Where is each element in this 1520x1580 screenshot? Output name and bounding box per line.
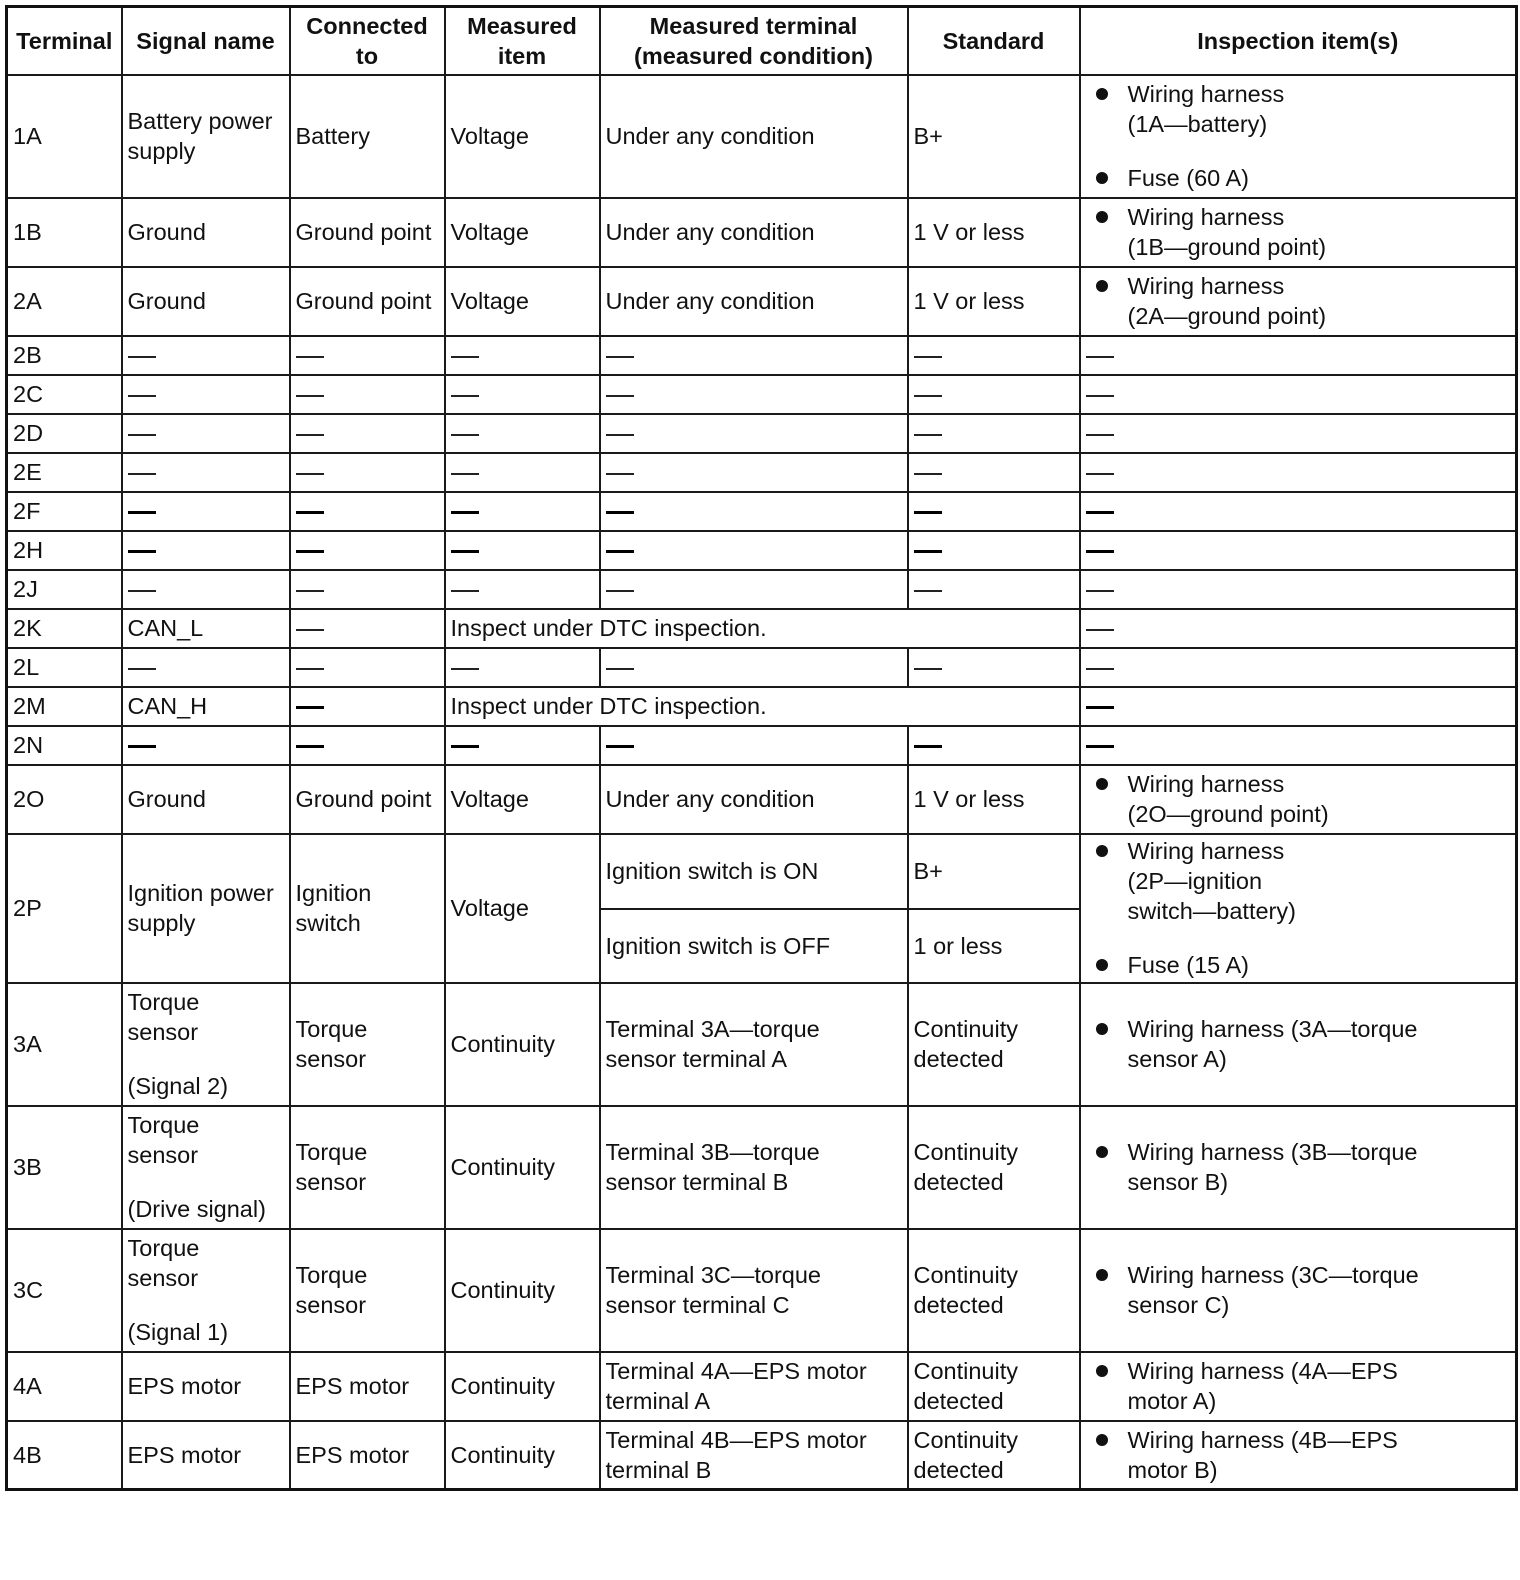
dash-mark [451,511,479,514]
empty-cell [122,570,290,609]
terminal-cell: 1A [7,75,122,198]
dash-mark [296,706,324,709]
terminal-cell: 2C [7,375,122,414]
table-row [7,414,1517,453]
dash-mark [296,356,324,358]
table-row [7,531,1517,570]
signal-name-main: Torque sensor [127,1235,200,1291]
measured-condition-cell: Under any condition [600,267,908,336]
empty-cell [908,531,1080,570]
dash-mark [451,395,479,397]
inspection-cell [1080,765,1517,834]
dash-mark [606,434,634,436]
empty-cell [290,492,445,531]
terminal-cell: 2F [7,492,122,531]
table-row [7,1352,1517,1421]
empty-cell [122,492,290,531]
table-row [7,75,1517,198]
connected-to-cell: EPS motor [290,1352,445,1421]
standard-cell: Continuity detected [908,1421,1080,1490]
measured-condition-cell: Terminal 4B—EPS motor terminal B [600,1421,908,1490]
connected-to-cell: EPS motor [290,1421,445,1490]
measured-condition-cell: Under any condition [600,198,908,267]
signal-name-cell: Ground [122,765,290,834]
measured-item-cell: Continuity [445,983,600,1106]
empty-cell [445,375,600,414]
dtc-note-cell: Inspect under DTC inspection. [445,687,1080,726]
empty-cell [445,726,600,765]
table-row [7,1229,1517,1352]
dash-mark [451,668,479,670]
table-row [7,198,1517,267]
empty-cell [600,375,908,414]
inspection-item: Fuse (60 A) [1128,163,1511,193]
empty-cell [600,531,908,570]
terminal-cell: 3A [7,983,122,1106]
measured-condition-cell: Under any condition [600,75,908,198]
signal-name-cell [122,1229,290,1352]
measured-item-cell: Voltage [445,765,600,834]
dash-mark [296,745,324,748]
empty-cell [908,414,1080,453]
empty-cell [445,648,600,687]
inspection-list [1086,1260,1511,1320]
connected-to-cell: Ignition switch [290,834,445,983]
table-row [7,492,1517,531]
empty-cell [122,375,290,414]
spacer [128,1047,284,1071]
empty-cell [122,414,290,453]
table-row [7,1421,1517,1490]
empty-cell [290,336,445,375]
table-row [7,983,1517,1106]
inspection-list [1086,271,1511,331]
standard-cell: Continuity detected [908,983,1080,1106]
dash-mark [914,550,942,553]
inspection-cell [1080,267,1517,336]
standard-cell: Continuity detected [908,1229,1080,1352]
empty-cell [290,375,445,414]
terminal-cell: 2N [7,726,122,765]
terminal-cell: 2P [7,834,122,983]
inspection-item: Fuse (15 A) [1128,950,1511,980]
empty-cell [445,492,600,531]
empty-cell [122,531,290,570]
empty-cell [290,726,445,765]
terminal-cell: 2A [7,267,122,336]
terminal-cell: 4A [7,1352,122,1421]
empty-cell [290,609,445,648]
dash-mark [1086,356,1114,358]
dash-mark [1086,590,1114,592]
table-row [7,570,1517,609]
empty-cell [908,648,1080,687]
inspection-cell [1080,1421,1517,1490]
dash-mark [128,550,156,553]
standard-cell: 1 V or less [908,198,1080,267]
dash-mark [1086,511,1114,514]
empty-cell [908,492,1080,531]
terminal-cell: 2E [7,453,122,492]
dash-mark [914,590,942,592]
empty-cell [290,453,445,492]
terminal-cell: 2O [7,765,122,834]
dash-mark [1086,473,1114,475]
spacer [128,1293,284,1317]
signal-name-sub: (Signal 2) [127,1073,229,1099]
empty-cell [600,414,908,453]
measured-condition-cell: Terminal 4A—EPS motor terminal A [600,1352,908,1421]
inspection-cell [1080,834,1517,983]
signal-name-cell [122,1106,290,1229]
dash-mark [296,550,324,553]
dash-mark [606,745,634,748]
standard-cell: Continuity detected [908,1106,1080,1229]
empty-cell [1080,492,1517,531]
signal-name-cell: Ground [122,267,290,336]
inspection-list [1086,1137,1511,1197]
dash-mark [128,745,156,748]
inspection-cell [1080,1229,1517,1352]
empty-cell [122,726,290,765]
dash-mark [606,590,634,592]
dash-mark [128,395,156,397]
table-row [7,1106,1517,1229]
dash-mark [128,356,156,358]
terminal-cell: 2H [7,531,122,570]
measured-item-cell: Voltage [445,75,600,198]
dash-mark [296,629,324,631]
dash-mark [606,356,634,358]
inspection-list [1086,836,1511,980]
header-connected-to: Connected to [290,7,445,75]
signal-name-cell: Ignition power supply [122,834,290,983]
inspection-list [1086,79,1511,193]
empty-cell [908,453,1080,492]
inspection-item: Wiring harness (3C—torque sensor C) [1128,1260,1511,1320]
terminal-cell: 2M [7,687,122,726]
empty-cell [290,531,445,570]
empty-cell [1080,336,1517,375]
terminal-cell: 1B [7,198,122,267]
dash-mark [128,473,156,475]
signal-name-cell: EPS motor [122,1421,290,1490]
empty-cell [122,453,290,492]
inspection-item: Wiring harness (2P—ignition switch—battery) [1128,836,1511,926]
measured-condition-cell: Ignition switch is ON [600,834,908,909]
terminal-cell: 3B [7,1106,122,1229]
dash-mark [914,668,942,670]
signal-name-cell [122,983,290,1106]
header-terminal: Terminal [7,7,122,75]
dash-mark [606,473,634,475]
empty-cell [445,336,600,375]
dash-mark [606,668,634,670]
signal-name-main: Torque sensor [127,989,200,1045]
dash-mark [1086,706,1114,709]
empty-cell [445,414,600,453]
table-row [7,453,1517,492]
signal-name-cell: Ground [122,198,290,267]
header-measured-terminal: Measured terminal (measured condition) [600,7,908,75]
inspection-list [1086,1014,1511,1074]
signal-name-cell: EPS motor [122,1352,290,1421]
dash-mark [296,473,324,475]
inspection-item: Wiring harness (3B—torque sensor B) [1128,1137,1511,1197]
terminal-cell: 4B [7,1421,122,1490]
dash-mark [1086,550,1114,553]
inspection-cell [1080,75,1517,198]
terminal-inspection-document [5,5,1518,1491]
signal-name-sub: (Drive signal) [127,1196,266,1222]
header-standard: Standard [908,7,1080,75]
empty-cell [600,570,908,609]
standard-cell: 1 V or less [908,765,1080,834]
dash-mark [451,745,479,748]
table-header-row [7,7,1517,75]
signal-name-cell: Battery power supply [122,75,290,198]
table-row [7,648,1517,687]
measured-item-cell: Continuity [445,1421,600,1490]
inspection-item: Wiring harness (3A—torque sensor A) [1128,1014,1511,1074]
empty-cell [600,453,908,492]
dash-mark [451,590,479,592]
empty-cell [290,414,445,453]
connected-to-cell: Ground point [290,198,445,267]
dash-mark [296,395,324,397]
inspection-item: Wiring harness (4A—EPS motor A) [1128,1356,1511,1416]
dash-mark [128,434,156,436]
empty-cell [445,531,600,570]
standard-cell: Continuity detected [908,1352,1080,1421]
empty-cell [1080,726,1517,765]
empty-cell [600,336,908,375]
table-row [7,726,1517,765]
inspection-cell [1080,1106,1517,1229]
empty-cell [1080,453,1517,492]
empty-cell [908,726,1080,765]
empty-cell [1080,570,1517,609]
measured-item-cell: Continuity [445,1106,600,1229]
empty-cell [1080,609,1517,648]
measured-item-cell: Voltage [445,198,600,267]
header-signal-name: Signal name [122,7,290,75]
dash-mark [914,395,942,397]
dash-mark [296,668,324,670]
dash-mark [914,511,942,514]
dash-mark [606,395,634,397]
dash-mark [451,434,479,436]
dash-mark [128,668,156,670]
connected-to-cell: Battery [290,75,445,198]
dash-mark [296,434,324,436]
terminal-cell: 2B [7,336,122,375]
inspection-list [1086,202,1511,262]
inspection-item: Wiring harness (4B—EPS motor B) [1128,1425,1511,1485]
dash-mark [914,745,942,748]
terminal-cell: 2L [7,648,122,687]
table-row [7,609,1517,648]
empty-cell [908,375,1080,414]
table-row [7,267,1517,336]
dash-mark [128,511,156,514]
measured-condition-cell: Ignition switch is OFF [600,909,908,983]
inspection-cell [1080,198,1517,267]
table-row [7,765,1517,834]
inspection-list [1086,769,1511,829]
standard-cell: B+ [908,75,1080,198]
standard-cell: 1 or less [908,909,1080,983]
signal-name-main: Torque sensor [127,1112,200,1168]
terminal-cell: 2K [7,609,122,648]
empty-cell [290,570,445,609]
standard-cell: B+ [908,834,1080,909]
empty-cell [1080,375,1517,414]
connected-to-cell: Torque sensor [290,1106,445,1229]
connected-to-cell: Torque sensor [290,983,445,1106]
dash-mark [451,356,479,358]
dash-mark [914,434,942,436]
connected-to-cell: Ground point [290,267,445,336]
measured-condition-cell: Terminal 3B—torque sensor terminal B [600,1106,908,1229]
empty-cell [1080,531,1517,570]
terminal-cell: 2J [7,570,122,609]
table-row [7,336,1517,375]
signal-name-sub: (Signal 1) [127,1319,229,1345]
measured-condition-cell: Under any condition [600,765,908,834]
empty-cell [290,687,445,726]
standard-cell: 1 V or less [908,267,1080,336]
dash-mark [1086,745,1114,748]
inspection-item: Wiring harness (1B—ground point) [1128,202,1511,262]
dash-mark [1086,668,1114,670]
empty-cell [908,570,1080,609]
table-row [7,687,1517,726]
signal-name-cell: CAN_L [122,609,290,648]
empty-cell [122,648,290,687]
measured-condition-cell: Terminal 3A—torque sensor terminal A [600,983,908,1106]
dash-mark [1086,434,1114,436]
table-row [7,834,1517,909]
dash-mark [296,511,324,514]
empty-cell [600,648,908,687]
dash-mark [914,356,942,358]
dash-mark [296,590,324,592]
empty-cell [1080,414,1517,453]
signal-name-cell: CAN_H [122,687,290,726]
empty-cell [122,336,290,375]
empty-cell [445,453,600,492]
empty-cell [290,648,445,687]
connected-to-cell: Torque sensor [290,1229,445,1352]
inspection-list [1086,1356,1511,1416]
measured-item-cell: Continuity [445,1352,600,1421]
dash-mark [451,473,479,475]
empty-cell [600,492,908,531]
header-inspection-items: Inspection item(s) [1080,7,1517,75]
dash-mark [914,473,942,475]
empty-cell [1080,687,1517,726]
empty-cell [600,726,908,765]
inspection-item: Wiring harness (1A—battery) [1128,79,1511,139]
terminal-cell: 3C [7,1229,122,1352]
dash-mark [606,511,634,514]
dash-mark [1086,629,1114,631]
terminal-cell: 2D [7,414,122,453]
measured-item-cell: Voltage [445,834,600,983]
measured-item-cell: Continuity [445,1229,600,1352]
empty-cell [445,570,600,609]
spacer [128,1170,284,1194]
table-row [7,375,1517,414]
empty-cell [1080,648,1517,687]
inspection-cell [1080,983,1517,1106]
header-measured-item: Measured item [445,7,600,75]
connected-to-cell: Ground point [290,765,445,834]
inspection-item: Wiring harness (2O—ground point) [1128,769,1511,829]
dtc-note-cell: Inspect under DTC inspection. [445,609,1080,648]
inspection-cell [1080,1352,1517,1421]
measured-item-cell: Voltage [445,267,600,336]
terminal-inspection-table [5,5,1518,1491]
dash-mark [1086,395,1114,397]
empty-cell [908,336,1080,375]
dash-mark [128,590,156,592]
dash-mark [451,550,479,553]
measured-condition-cell: Terminal 3C—torque sensor terminal C [600,1229,908,1352]
inspection-list [1086,1425,1511,1485]
inspection-item: Wiring harness (2A—ground point) [1128,271,1511,331]
dash-mark [606,550,634,553]
